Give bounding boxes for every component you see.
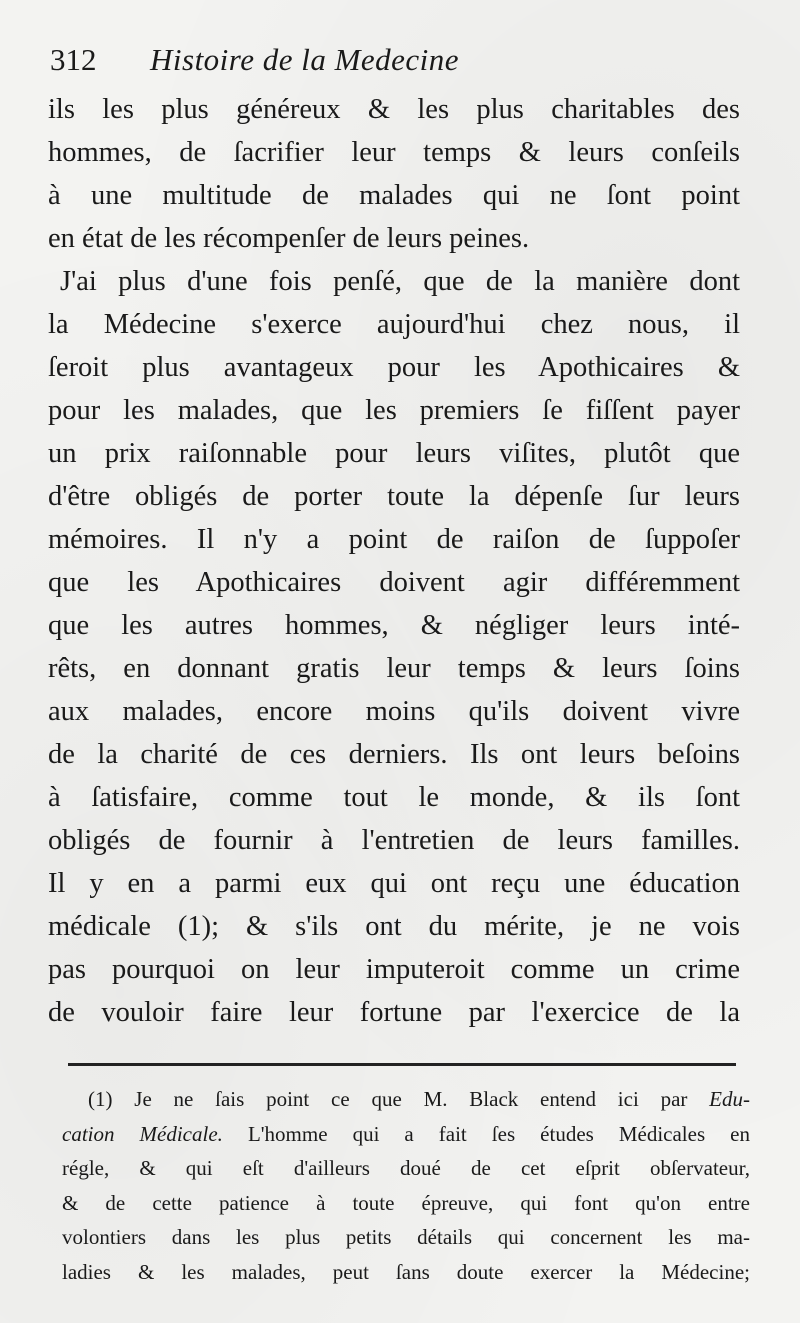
page-number: 312 [50,42,97,77]
footnote-line: volontiers dans les plus petits détails qui concernent les ma- [62,1225,750,1249]
text-line: J'ai plus d'une fois penſé, que de la manière dont [60,266,740,297]
text-line: d'être obligés de porter toute la dépenſe ſur leurs [48,481,740,512]
footnote-text: (1) Je ne ſais point ce que M. Black entend ici par [88,1087,710,1111]
text-line: à une multitude de malades qui ne ſont point [48,180,740,211]
footnote-line [62,1082,750,1117]
text-line: aux malades, encore moins qu'ils doivent vivre [48,696,740,727]
footnote-line: & de cette patience à toute épreuve, qui font qu'on entre [62,1190,750,1215]
text-line: Il y en a parmi eux qui ont reçu une éducation [48,868,740,899]
footnote-italic: cation Médicale. [62,1121,223,1146]
text-line: en état de les récompenſer de leurs peines. [48,223,530,254]
text-line: médicale (1); & s'ils ont du mérite, je ne vois [48,911,740,942]
text-line: rêts, en donnant gratis leur temps & leurs ſoins [48,653,740,684]
footnote-rule [68,1063,736,1066]
text-line: pour les malades, que les premiers ſe fiſſent payer [48,395,740,426]
text-line: de la charité de ces derniers. Ils ont leurs beſoins [48,739,740,770]
text-line: ils les plus généreux & les plus charitables des [48,94,740,125]
text-line: que les autres hommes, & négliger leurs inté- [48,610,740,641]
footnote [62,1082,750,1289]
running-head [50,40,459,80]
text-line: mémoires. Il n'y a point de raiſon de ſuppoſer [48,524,740,555]
text-line: hommes, de ſacrifier leur temps & leurs conſeils [48,137,740,168]
footnote-line: ladies & les malades, peut ſans doute exercer la Médecine; [62,1259,750,1284]
body-text [48,88,740,1034]
text-line: obligés de fournir à l'entretien de leurs familles. [48,825,740,856]
footnote-line: régle, & qui eſt d'ailleurs doué de cet eſprit obſervateur, [62,1156,750,1180]
text-line: pas pourquoi on leur imputeroit comme un crime [48,954,740,985]
running-title: Histoire de la Medecine [150,42,460,77]
text-line: à ſatisfaire, comme tout le monde, & ils ſont [48,782,740,813]
footnote-text: L'homme qui a fait ſes études Médicales en [222,1121,750,1146]
footnote-line [62,1117,750,1152]
text-line: que les Apothicaires doivent agir différemment [48,567,740,598]
text-line: de vouloir faire leur fortune par l'exercice de la [48,997,740,1028]
footnote-italic: Edu- [709,1087,750,1111]
text-line: la Médecine s'exerce aujourd'hui chez nous, il [48,309,740,340]
text-line: un prix raiſonnable pour leurs viſites, plutôt que [48,438,740,469]
text-line: ſeroit plus avantageux pour les Apothicaires & [48,352,740,383]
